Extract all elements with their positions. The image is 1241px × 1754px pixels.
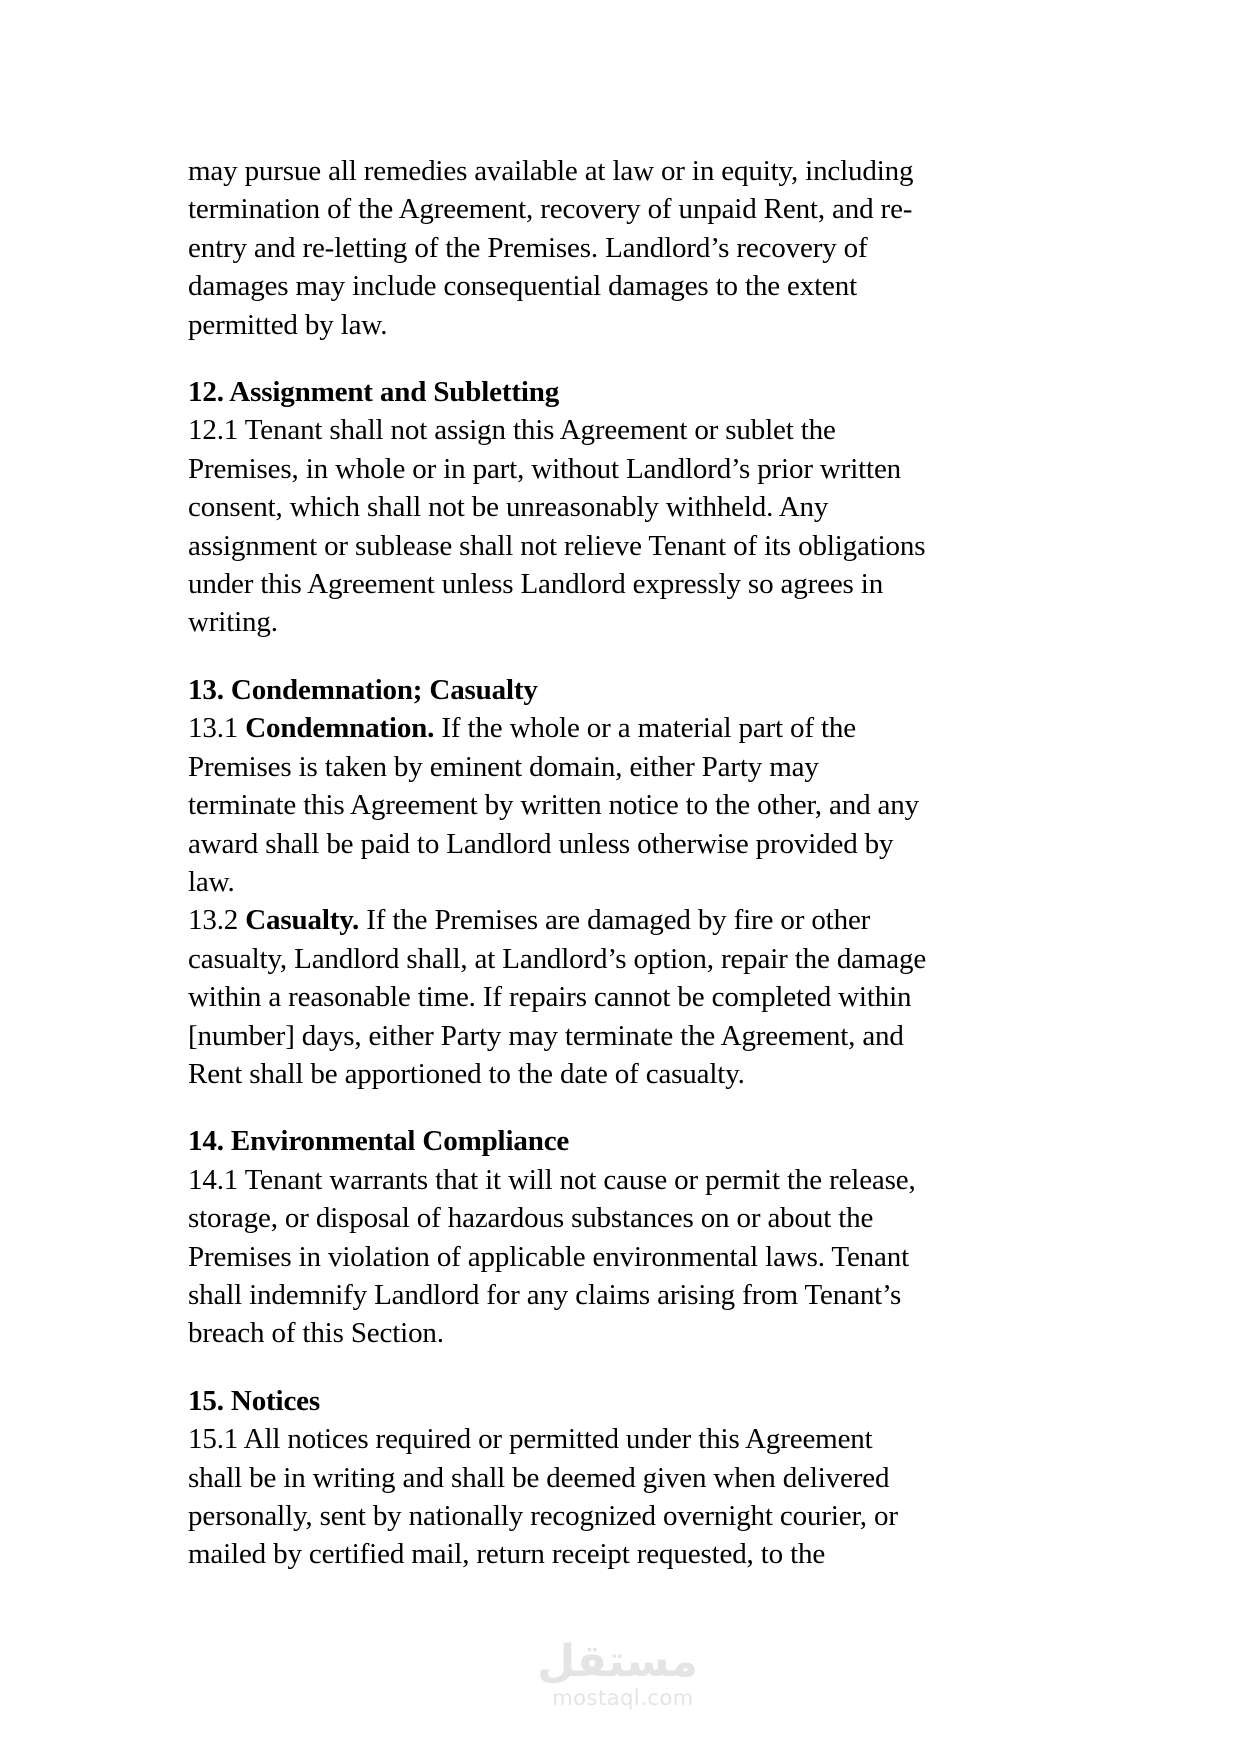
text-line: Premises, in whole or in part, without Landlord’s prior written (188, 452, 902, 485)
clause-14-1 (188, 1161, 1068, 1353)
text-line: within a reasonable time. If repairs cannot be completed within (188, 981, 912, 1014)
text-line (188, 901, 1068, 939)
text-line: shall be in writing and shall be deemed given when delivered (188, 1461, 890, 1494)
text-line: storage, or disposal of hazardous substances on or about the (188, 1202, 874, 1235)
text-line (188, 1161, 1068, 1199)
text-line (188, 411, 1068, 449)
text-line: consent, which shall not be unreasonably withheld. Any (188, 491, 829, 524)
text-line: under this Agreement unless Landlord expressly so agrees in (188, 568, 884, 601)
clause-number: 13.1 (188, 712, 239, 745)
text-line: damages may include consequential damages to the extent (188, 270, 857, 303)
text-line: [number] days, either Party may terminate the Agreement, and (188, 1019, 904, 1052)
clause-13-2 (188, 901, 1068, 1093)
mostaql-watermark (537, 1636, 698, 1710)
text-line: casualty, Landlord shall, at Landlord’s option, repair the damage (188, 942, 927, 975)
section-12-assignment (188, 373, 1068, 642)
text-line: personally, sent by nationally recognized overnight courier, or (188, 1500, 898, 1532)
watermark-domain: mostaql.com (552, 1686, 694, 1710)
clause-12-1 (188, 411, 1068, 641)
text-line: termination of the Agreement, recovery of unpaid Rent, and re- (188, 193, 913, 226)
clause-number: 15.1 (188, 1423, 239, 1456)
section-14-environmental (188, 1122, 1068, 1352)
section-heading: 12. Assignment and Subletting (188, 376, 560, 409)
text-line: breach of this Section. (188, 1317, 444, 1350)
text-line (188, 709, 1068, 747)
text-line: assignment or sublease shall not relieve Tenant of its obligations (188, 529, 926, 562)
section-heading: 14. Environmental Compliance (188, 1125, 570, 1158)
text-line: award shall be paid to Landlord unless otherwise provided by (188, 827, 894, 860)
clause-text: If the whole or a material part of the (441, 712, 856, 745)
document-page (188, 152, 1068, 1574)
text-line: mailed by certified mail, return receipt requested, to the (188, 1538, 826, 1571)
text-line: Premises is taken by eminent domain, either Party may (188, 750, 819, 783)
clause-text: All notices required or permitted under this Agreement (243, 1423, 873, 1456)
clause-title: Casualty. (245, 904, 360, 937)
clause-title: Condemnation. (245, 712, 435, 745)
clause-number: 12.1 (188, 414, 239, 447)
clause-number: 13.2 (188, 904, 239, 937)
text-line: permitted by law. (188, 308, 388, 341)
section-heading: 13. Condemnation; Casualty (188, 673, 538, 706)
clause-text: Tenant shall not assign this Agreement or sublet the (244, 414, 836, 447)
text-line: terminate this Agreement by written notice to the other, and any (188, 789, 919, 822)
clause-15-1 (188, 1420, 1068, 1574)
clause-text: If the Premises are damaged by fire or other (366, 904, 871, 937)
section-15-notices (188, 1382, 1068, 1574)
intro-paragraph (188, 152, 1068, 344)
text-line: writing. (188, 606, 278, 639)
text-line: entry and re-letting of the Premises. Landlord’s recovery of (188, 231, 868, 264)
watermark-arabic-logo: مستقل (537, 1636, 698, 1687)
clause-text: Tenant warrants that it will not cause or permit the release, (244, 1163, 916, 1196)
section-13-condemnation-casualty (188, 671, 1068, 1093)
text-line: Rent shall be apportioned to the date of casualty. (188, 1057, 745, 1090)
text-line: Premises in violation of applicable environmental laws. Tenant (188, 1240, 910, 1273)
section-heading: 15. Notices (188, 1384, 321, 1417)
text-line: shall indemnify Landlord for any claims arising from Tenant’s (188, 1278, 902, 1311)
clause-number: 14.1 (188, 1163, 239, 1196)
text-line: law. (188, 865, 235, 898)
text-line: may pursue all remedies available at law or in equity, including (188, 155, 914, 187)
clause-13-1 (188, 709, 1068, 901)
text-line (188, 1420, 1068, 1458)
